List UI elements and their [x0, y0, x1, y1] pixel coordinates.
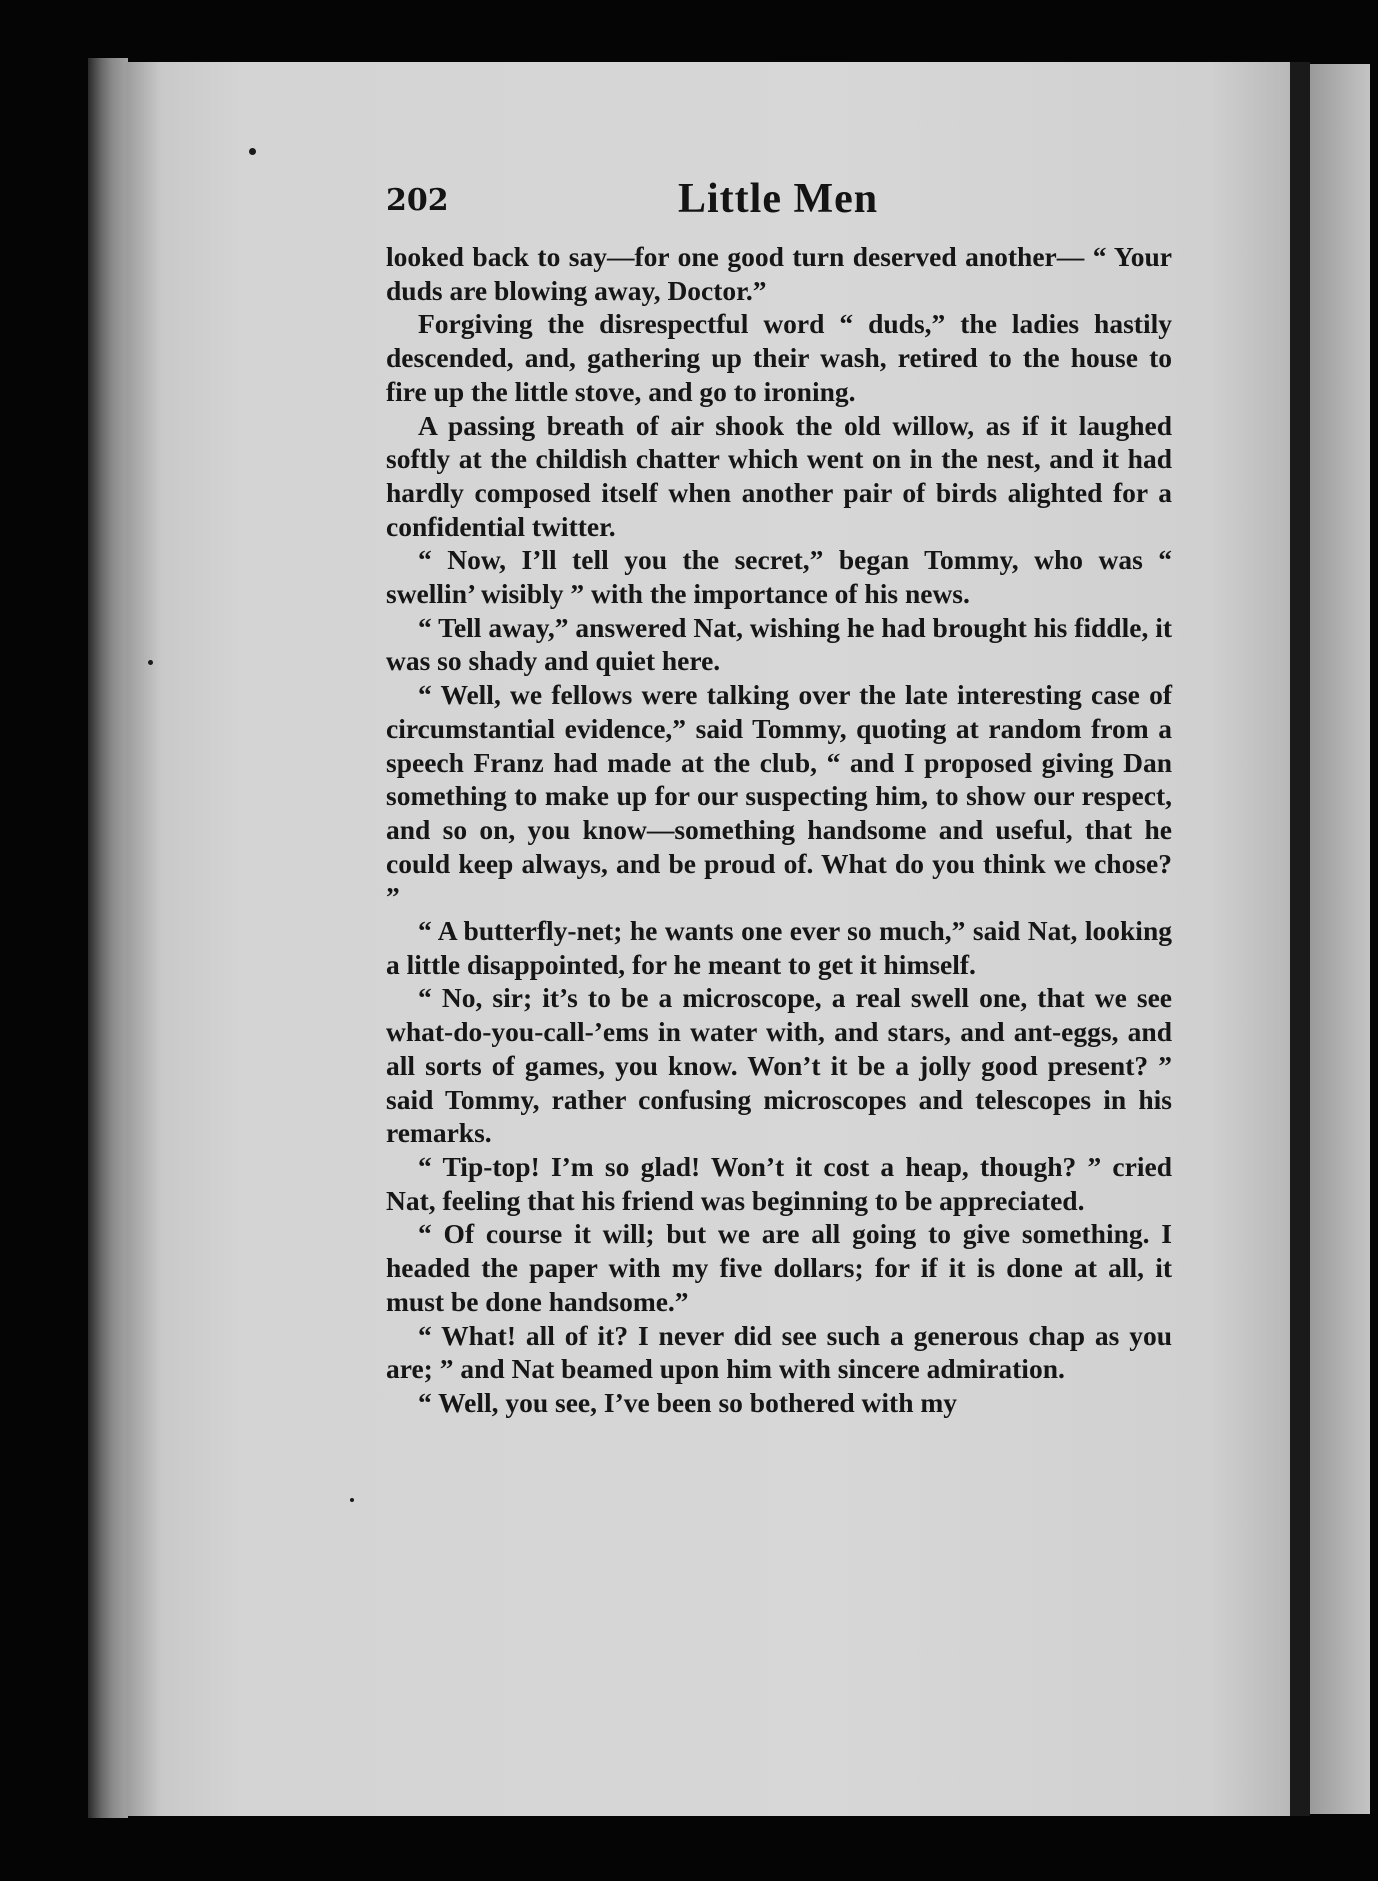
- scan-speck: [350, 1498, 354, 1502]
- paragraph: “ Now, I’ll tell you the secret,” began Tommy, who was “ swellin’ wisibly ” with the importance of his news.: [386, 544, 1172, 610]
- adjacent-page-edge: [1310, 64, 1370, 1814]
- paragraph: “ No, sir; it’s to be a microscope, a real swell one, that we see what-do-you-call-’ems in water with, and stars, and ant-eggs, and all sorts of games, you know. Won’t it be a jolly good present? ” said Tommy, rather confusing microscopes and telescopes in his remarks.: [386, 982, 1172, 1149]
- page-gutter: [1290, 62, 1310, 1816]
- paragraph: “ Tip-top! I’m so glad! Won’t it cost a heap, though? ” cried Nat, feeling that his friend was beginning to be appreciated.: [386, 1150, 1172, 1216]
- book-spine: [88, 58, 128, 1818]
- paragraph: “ What! all of it? I never did see such a generous chap as you are; ” and Nat beamed upon him with sincere admiration.: [386, 1319, 1172, 1385]
- paragraph: “ Tell away,” answered Nat, wishing he had brought his fiddle, it was so shady and quiet here.: [386, 611, 1172, 677]
- paragraph: Forgiving the disrespectful word “ duds,” the ladies hastily descended, and, gathering up their wash, retired to the house to fire up the little stove, and go to ironing.: [386, 308, 1172, 407]
- running-title: Little Men: [678, 176, 879, 222]
- paragraph: “ Well, you see, I’ve been so bothered with my: [418, 1386, 958, 1418]
- paragraph: “ Of course it will; but we are all going to give something. I headed the paper with my five dollars; for if it is done at all, it must be done handsome.”: [386, 1218, 1172, 1317]
- paragraph: “ Well, we fellows were talking over the late interesting case of circumstantial evidence,” said Tommy, quoting at random from a speech Franz had made at the club, “ and I proposed giving Dan something to make up for our suspecting him, to show our respect, and so on, you know—something handsome and useful, that he could keep always, and be proud of. What do you think we chose? ”: [386, 679, 1172, 913]
- paragraph: “ A butterfly-net; he wants one ever so much,” said Nat, looking a little disappointed, for he meant to get it himself.: [386, 915, 1172, 980]
- body-text: [386, 240, 1172, 1420]
- paragraph: looked back to say—for one good turn deserved another— “ Your duds are blowing away, Doctor.”: [386, 241, 1172, 306]
- page-number: 202: [386, 183, 449, 218]
- scan-speck: [249, 148, 256, 155]
- paragraph: A passing breath of air shook the old willow, as if it laughed softly at the childish chatter which went on in the nest, and it had hardly composed itself when another pair of birds alighted for a confidential twitter.: [386, 409, 1172, 542]
- page-header: [386, 175, 1176, 235]
- scan-speck: [148, 660, 153, 665]
